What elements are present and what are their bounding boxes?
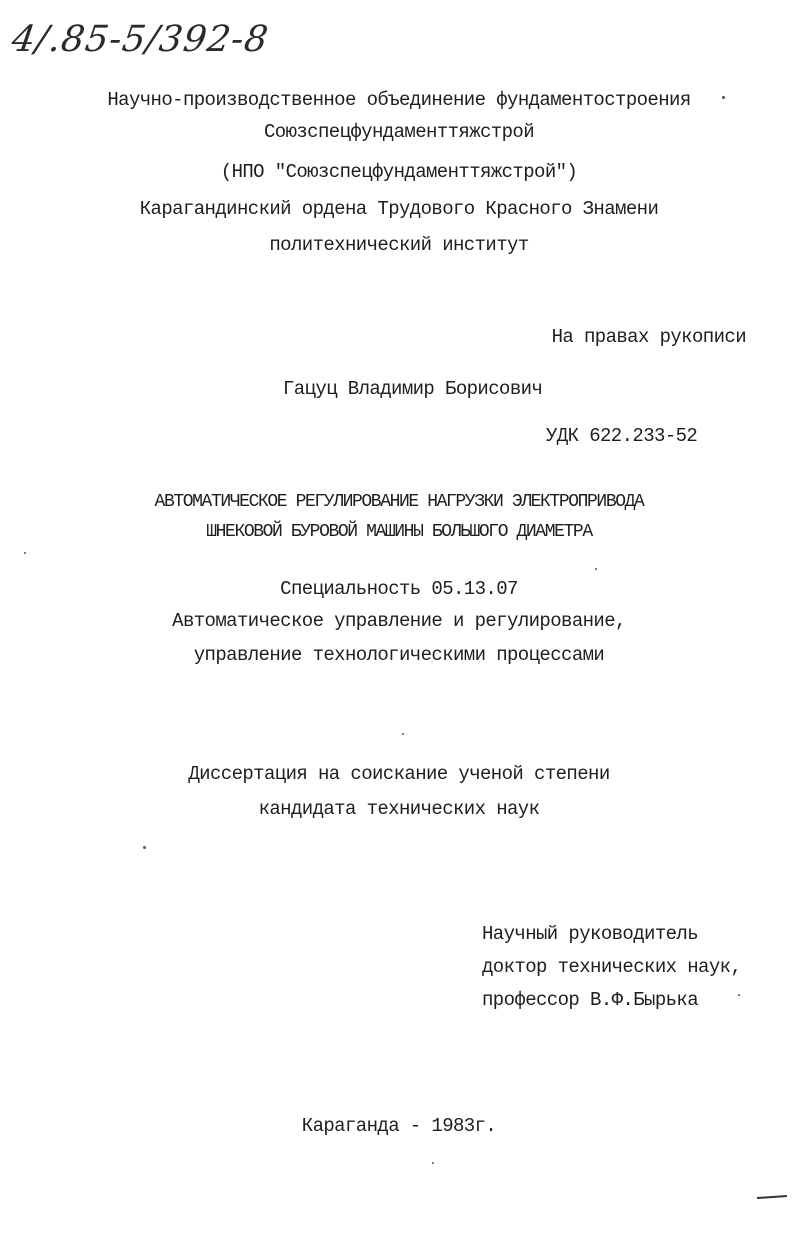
- org-line-1: Научно-производственное объединение фундаментостроения: [107, 89, 691, 111]
- place-and-year: Караганда - 1983г.: [301, 1115, 497, 1137]
- specialty-name-line-2: управление технологическими процессами: [193, 644, 605, 666]
- scan-speck: [432, 1162, 434, 1164]
- dissertation-line-1: Диссертация на соискание ученой степени: [188, 763, 610, 785]
- specialty-name-line-1: Автоматическое управление и регулирование,: [172, 610, 626, 632]
- scan-speck: [722, 96, 725, 99]
- org-line-2: Союзспецфундаменттяжстрой: [263, 121, 535, 143]
- scan-speck: [595, 568, 597, 570]
- specialty-code: Специальность 05.13.07: [280, 578, 518, 600]
- scan-speck: [143, 846, 146, 849]
- udc-code: УДК 622.233-52: [546, 425, 698, 447]
- dissertation-line-2: кандидата технических наук: [258, 798, 540, 820]
- title-line-2: ШНЕКОВОЙ БУРОВОЙ МАШИНЫ БОЛЬШОГО ДИАМЕТРА: [206, 522, 592, 542]
- title-line-1: АВТОМАТИЧЕСКОЕ РЕГУЛИРОВАНИЕ НАГРУЗКИ ЭЛЕКТРОПРИВОДА: [154, 492, 644, 512]
- supervisor-degree: доктор технических наук,: [482, 956, 742, 978]
- scan-speck: [402, 733, 404, 735]
- org-abbreviation: (НПО "Союзспецфундаменттяжстрой"): [220, 161, 578, 183]
- handwritten-archive-code: 4/.85-5/392-8: [9, 19, 272, 60]
- rights-note: На правах рукописи: [551, 326, 746, 348]
- scan-speck: [24, 552, 26, 554]
- supervisor-role: Научный руководитель: [482, 923, 699, 945]
- institute-line-2: политехнический институт: [269, 234, 529, 256]
- author-name: Гацуц Владимир Борисович: [283, 378, 543, 400]
- edge-mark: [757, 1195, 787, 1199]
- supervisor-name: профессор В.Ф.Бырька: [482, 989, 699, 1011]
- institute-line-1: Карагандинский ордена Трудового Красного Знамени: [139, 198, 659, 220]
- scan-speck: [738, 994, 740, 996]
